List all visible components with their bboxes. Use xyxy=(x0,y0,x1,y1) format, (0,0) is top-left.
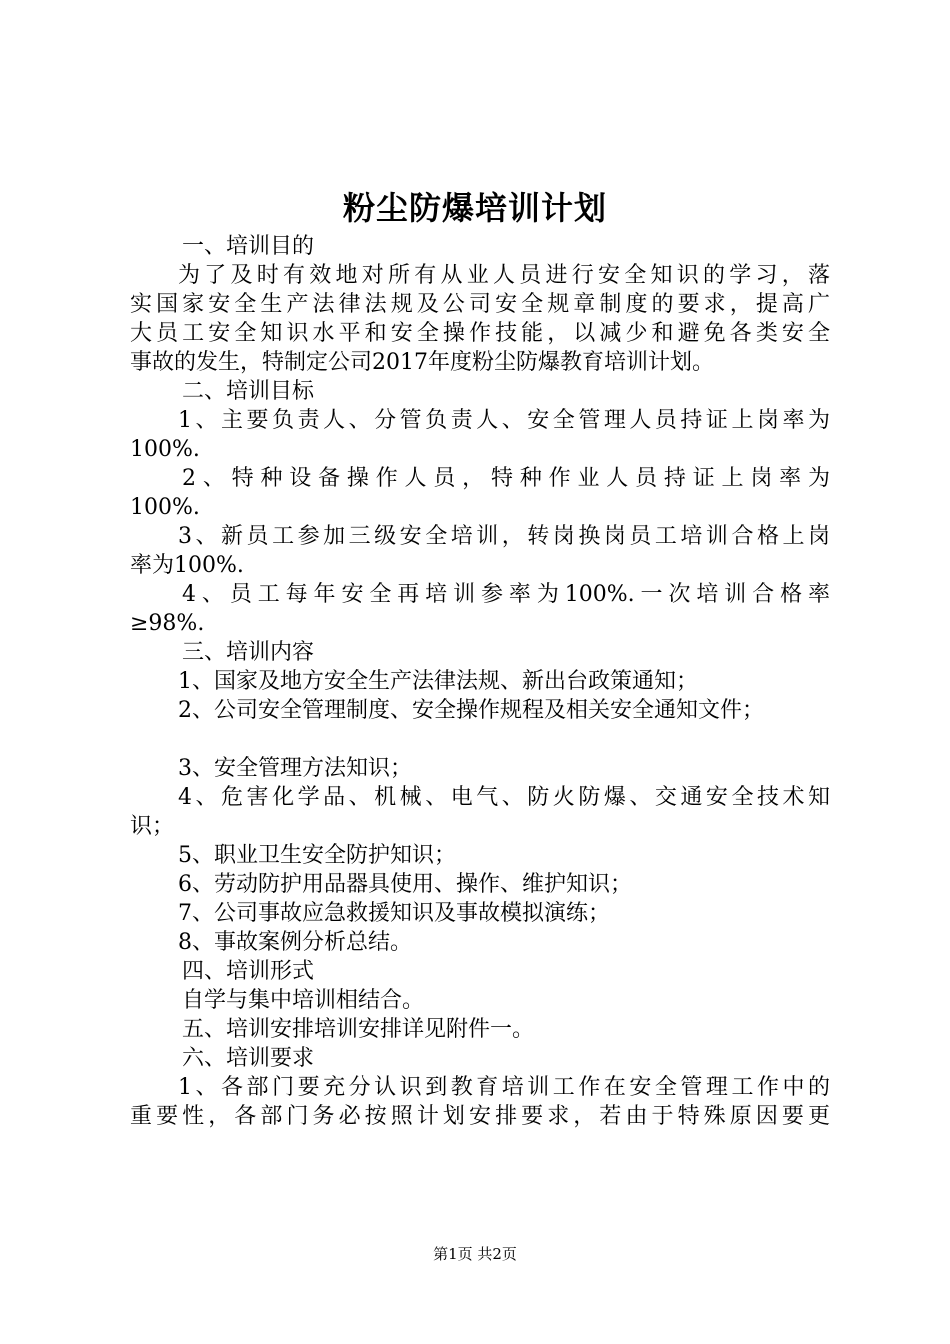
list-item-line: 1、各部门要充分认识到教育培训工作在安全管理工作中的 xyxy=(178,1075,830,1100)
document-body xyxy=(130,232,830,1131)
list-item-line: 3、新员工参加三级安全培训，转岗换岗员工培训合格上岗 xyxy=(178,524,830,549)
document-title: 粉尘防爆培训计划 xyxy=(342,189,607,227)
paragraph-line: 大员工安全知识水平和安全操作技能，以减少和避免各类安全 xyxy=(130,321,830,346)
section-heading-content: 三、培训内容 xyxy=(182,640,315,665)
section-heading-purpose: 一、培训目的 xyxy=(182,234,315,259)
list-item-line: 3、安全管理方法知识； xyxy=(178,756,412,781)
section-heading-format: 四、培训形式 xyxy=(182,959,315,984)
paragraph-line: 自学与集中培训相结合。 xyxy=(182,988,425,1013)
section-heading-requirements: 六、培训要求 xyxy=(182,1046,315,1071)
list-item-line: ≥98%. xyxy=(130,611,205,636)
list-item-line: 7、公司事故应急救援知识及事故模拟演练； xyxy=(178,901,610,926)
section-heading-goals: 二、培训目标 xyxy=(182,379,315,404)
list-item-line: 100%. xyxy=(130,437,200,462)
list-item-line: 识； xyxy=(130,814,175,839)
list-item-line: 1、主要负责人、分管负责人、安全管理人员持证上岗率为 xyxy=(178,408,830,433)
list-item-line: 8、事故案例分析总结。 xyxy=(178,930,412,955)
list-item-line: 4、员工每年安全再培训参率为100%.一次培训合格率 xyxy=(182,582,830,607)
list-item-line: 4、危害化学品、机械、电气、防火防爆、交通安全技术知 xyxy=(178,785,830,810)
list-item-line: 6、劳动防护用品器具使用、操作、维护知识； xyxy=(178,872,632,897)
paragraph-line: 事故的发生，特制定公司2017年度粉尘防爆教育培训计划。 xyxy=(130,350,714,375)
section-heading-schedule: 五、培训安排培训安排详见附件一。 xyxy=(182,1017,535,1042)
list-item-line: 1、国家及地方安全生产法律法规、新出台政策通知； xyxy=(178,669,698,694)
list-item-line: 5、职业卫生安全防护知识； xyxy=(178,843,456,868)
blank-line xyxy=(130,725,830,754)
list-item-line: 2、公司安全管理制度、安全操作规程及相关安全通知文件； xyxy=(178,698,764,723)
paragraph-line: 实国家安全生产法律法规及公司安全规章制度的要求，提高广 xyxy=(130,292,830,317)
paragraph-line: 为了及时有效地对所有从业人员进行安全知识的学习，落 xyxy=(178,263,830,288)
list-item-line: 2、特种设备操作人员，特种作业人员持证上岗率为 xyxy=(182,466,830,491)
list-item-line: 率为100%. xyxy=(130,553,244,578)
page-footer: 第1页 共2页 xyxy=(433,1245,517,1263)
list-item-line: 重要性，各部门务必按照计划安排要求，若由于特殊原因要更 xyxy=(130,1104,830,1129)
list-item-line: 100%. xyxy=(130,495,200,520)
